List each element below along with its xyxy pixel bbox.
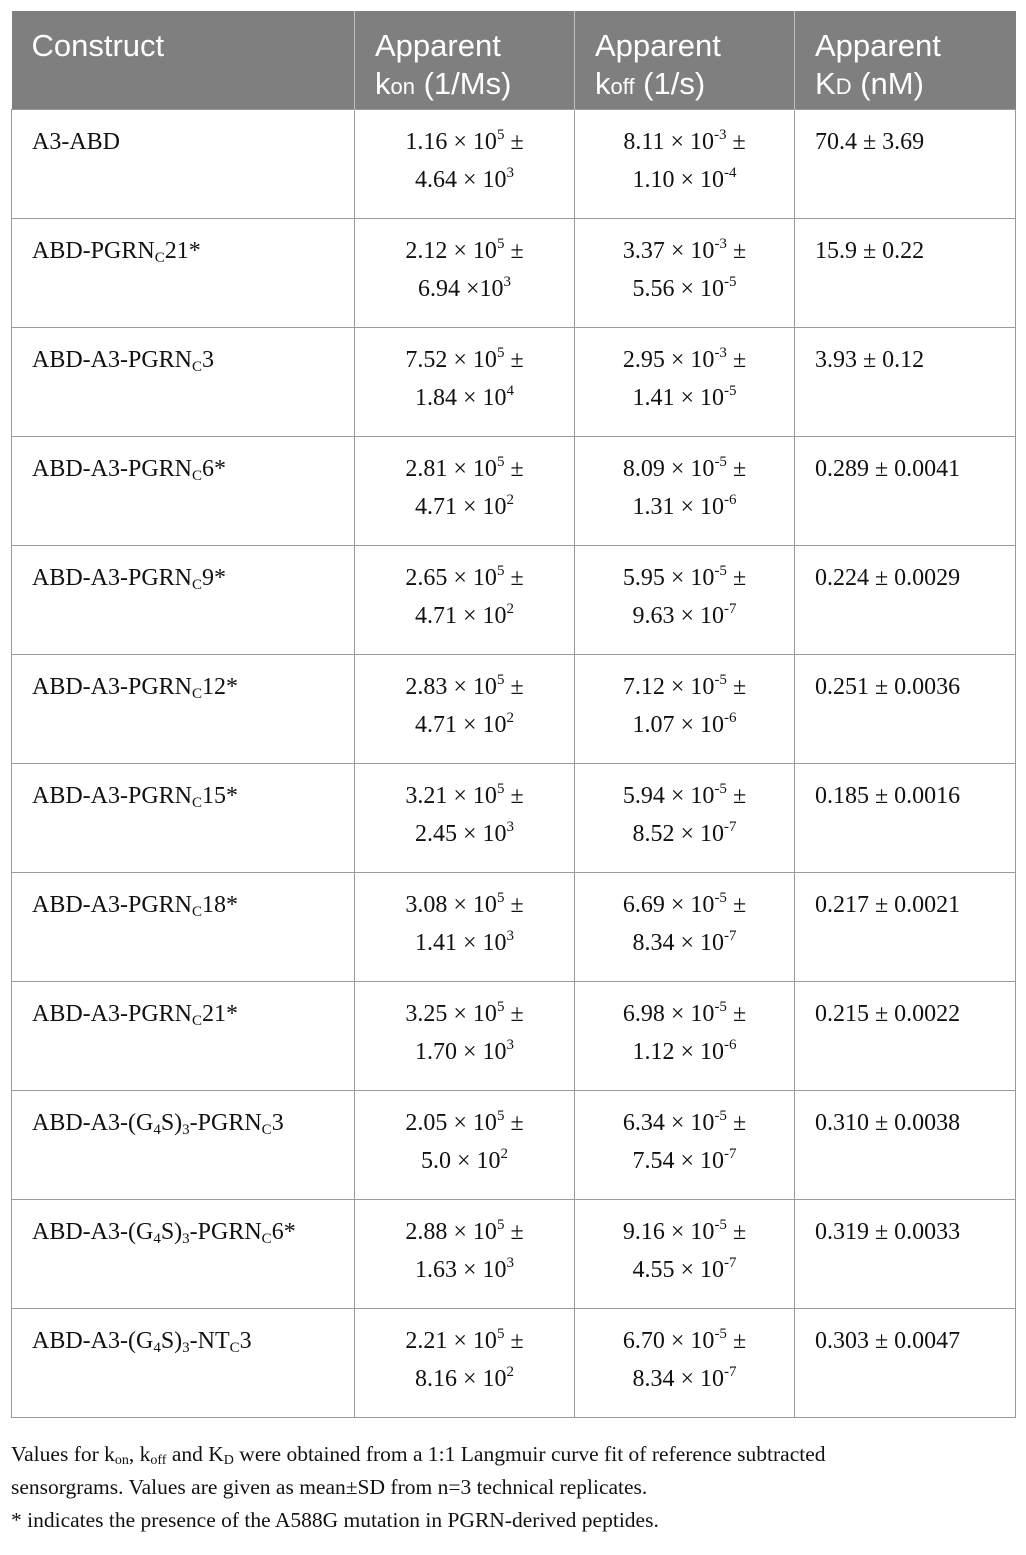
cell-kd: 0.215 ± 0.0022: [795, 981, 1016, 1090]
cell-kon: $1.16 \times 10^5$ ± $4.64 \times 10^3$: [355, 109, 575, 218]
table-row: [12, 1308, 1016, 1417]
cell-kon: $3.08 \times 10^5$ ± $1.41 \times 10^3$: [355, 872, 575, 981]
cell-kd: 0.310 ± 0.0038: [795, 1090, 1016, 1199]
table-body: [12, 109, 1016, 1417]
header-kd: Apparent KD (nM): [795, 11, 1016, 109]
cell-koff: $8.11 \times 10^{-3}$ ± $1.10 \times 10^{-4}$: [575, 109, 795, 218]
cell-kon: $2.81 \times 10^5$ ± $4.71 \times 10^2$: [355, 436, 575, 545]
cell-kd: 0.217 ± 0.0021: [795, 872, 1016, 981]
cell-koff: $8.09 \times 10^{-5}$ ± $1.31 \times 10^{-6}$: [575, 436, 795, 545]
cell-construct: ABD-$A3-PGRN_C9*$: [12, 545, 355, 654]
cell-construct: ABD-$A3-PGRN_C18*$: [12, 872, 355, 981]
cell-kd: 0.224 ± 0.0029: [795, 545, 1016, 654]
cell-koff: $6.69 \times 10^{-5}$ ± $8.34 \times 10^{-7}$: [575, 872, 795, 981]
cell-construct: ABD-$A3-(G_4S)_3-PGRN_C3$: [12, 1090, 355, 1199]
cell-kon: $2.65 \times 10^5$ ± $4.71 \times 10^2$: [355, 545, 575, 654]
cell-koff: $7.12 \times 10^{-5}$ ± $1.07 \times 10^{-6}$: [575, 654, 795, 763]
cell-kon: $2.83 \times 10^5$ ± $4.71 \times 10^2$: [355, 654, 575, 763]
cell-kon: $2.21 \times 10^5$ ± $8.16 \times 10^2$: [355, 1308, 575, 1417]
table-row: [12, 436, 1016, 545]
cell-construct: ABD-$PGRN_C21*$: [12, 218, 355, 327]
cell-kon: $2.12 \times 10^5$ ± $6.94 \times 10^3$: [355, 218, 575, 327]
footnote-line-1: Values for kon, koff and KD were obtained from a 1:1 Langmuir curve fit of reference subtracted: [11, 1442, 826, 1468]
cell-koff: $6.98 \times 10^{-5}$ ± $1.12 \times 10^{-6}$: [575, 981, 795, 1090]
table-row: [12, 981, 1016, 1090]
cell-construct: ABD-$A3-(G_4S)_3-NT_C3$: [12, 1308, 355, 1417]
table-row: [12, 109, 1016, 218]
table-row: [12, 545, 1016, 654]
header-construct: Construct: [12, 11, 355, 109]
cell-kd: 0.185 ± 0.0016: [795, 763, 1016, 872]
cell-koff: $9.16 \times 10^{-5}$ ± $4.55 \times 10^{-7}$: [575, 1199, 795, 1308]
cell-kd: 0.303 ± 0.0047: [795, 1308, 1016, 1417]
cell-construct: A3-ABD: [12, 109, 355, 218]
cell-kon: $3.25 \times 10^5$ ± $1.70 \times 10^3$: [355, 981, 575, 1090]
cell-kd: 0.289 ± 0.0041: [795, 436, 1016, 545]
cell-koff: $5.94 \times 10^{-5}$ ± $8.52 \times 10^{-7}$: [575, 763, 795, 872]
table-row: [12, 763, 1016, 872]
cell-kon: $7.52 \times 10^5$ ± $1.84 \times 10^4$: [355, 327, 575, 436]
table-row: [12, 327, 1016, 436]
cell-construct: ABD-$A3-PGRN_C3$: [12, 327, 355, 436]
header-row: [12, 11, 1016, 109]
table-row: [12, 218, 1016, 327]
cell-koff: $3.37 \times 10^{-3}$ ± $5.56 \times 10^{-5}$: [575, 218, 795, 327]
header-kon: Apparent kon (1/Ms): [355, 11, 575, 109]
cell-construct: ABD-$A3-PGRN_C15*$: [12, 763, 355, 872]
table-row: [12, 654, 1016, 763]
cell-kon: $2.05 \times 10^5$ ± $5.0 \times 10^2$: [355, 1090, 575, 1199]
cell-kon: $3.21 \times 10^5$ ± $2.45 \times 10^3$: [355, 763, 575, 872]
table-row: [12, 872, 1016, 981]
cell-construct: ABD-$A3-(G_4S)_3-PGRN_C6*$: [12, 1199, 355, 1308]
header-koff: Apparent koff (1/s): [575, 11, 795, 109]
table-row: [12, 1090, 1016, 1199]
cell-koff: $6.34 \times 10^{-5}$ ± $7.54 \times 10^{-7}$: [575, 1090, 795, 1199]
table-footnote: [11, 1438, 1021, 1537]
cell-koff: $5.95 \times 10^{-5}$ ± $9.63 \times 10^{-7}$: [575, 545, 795, 654]
table-row: [12, 1199, 1016, 1308]
cell-construct: ABD-$A3-PGRN_C21*$: [12, 981, 355, 1090]
cell-koff: $6.70 \times 10^{-5}$ ± $8.34 \times 10^{-7}$: [575, 1308, 795, 1417]
footnote-line-3: * indicates the presence of the A588G mutation in PGRN-derived peptides.: [11, 1508, 659, 1532]
cell-kon: $2.88 \times 10^5$ ± $1.63 \times 10^3$: [355, 1199, 575, 1308]
cell-kd: 3.93 ± 0.12: [795, 327, 1016, 436]
cell-kd: 15.9 ± 0.22: [795, 218, 1016, 327]
cell-construct: ABD-$A3-PGRN_C6*$: [12, 436, 355, 545]
cell-construct: ABD-$A3-PGRN_C12*$: [12, 654, 355, 763]
kinetics-table: [11, 11, 1016, 1418]
footnote-line-2: sensorgrams. Values are given as mean±SD from n=3 technical replicates.: [11, 1475, 648, 1499]
cell-kd: 0.319 ± 0.0033: [795, 1199, 1016, 1308]
cell-kd: 0.251 ± 0.0036: [795, 654, 1016, 763]
cell-koff: $2.95 \times 10^{-3}$ ± $1.41 \times 10^{-5}$: [575, 327, 795, 436]
cell-kd: 70.4 ± 3.69: [795, 109, 1016, 218]
